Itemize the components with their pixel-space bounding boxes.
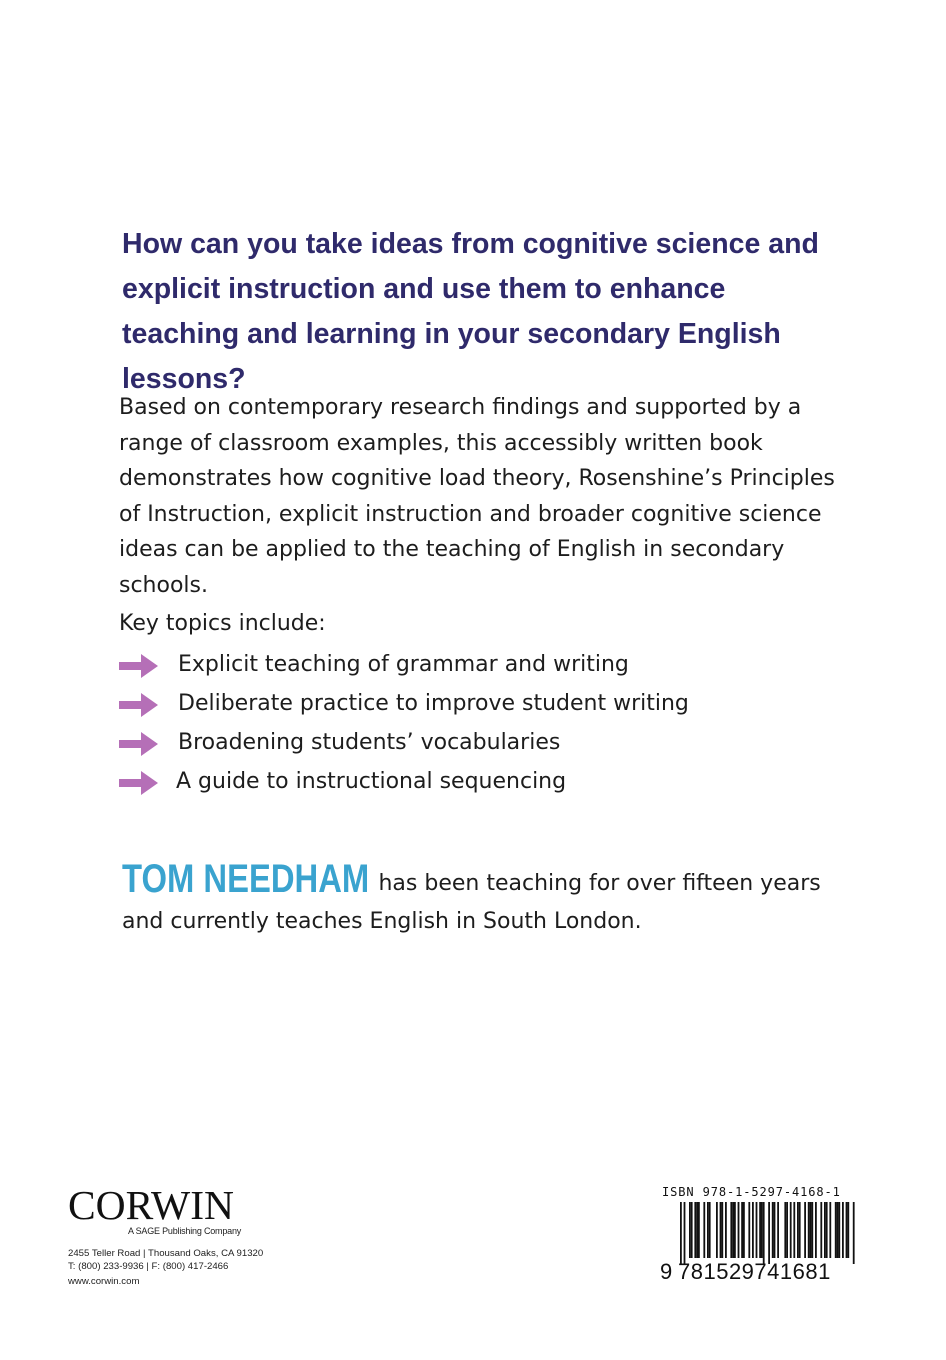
barcode-bar: [738, 1202, 740, 1258]
barcode-bar: [698, 1202, 700, 1258]
barcode-bar: [837, 1202, 839, 1258]
barcode-bar: [842, 1202, 844, 1258]
barcode-digits: [660, 1259, 856, 1285]
barcode-digit-rest: 781529741681: [678, 1259, 831, 1284]
barcode-bar: [829, 1202, 831, 1258]
barcode-icon: [660, 1202, 856, 1264]
barcode-bar: [680, 1202, 682, 1264]
barcode-bar: [846, 1202, 848, 1258]
barcode-bar: [793, 1202, 795, 1258]
isbn-label: ISBN 978-1-5297-4168-1: [662, 1185, 841, 1199]
barcode-bar: [804, 1202, 806, 1258]
barcode-bar: [847, 1202, 849, 1258]
publisher-tagline: A SAGE Publishing Company: [128, 1226, 242, 1236]
barcode-bar: [763, 1202, 765, 1264]
barcode-bar: [725, 1202, 727, 1258]
corwin-logo: [68, 1185, 234, 1225]
website: www.corwin.com: [68, 1276, 140, 1287]
list-item: [119, 723, 819, 762]
barcode-bar: [835, 1202, 837, 1258]
barcode-bar: [784, 1202, 786, 1258]
publisher-address: [68, 1248, 263, 1289]
barcode-bar: [774, 1202, 776, 1258]
key-topics-list: [119, 645, 819, 801]
topic-text: A guide to instructional sequencing: [176, 769, 567, 794]
barcode-bar: [734, 1202, 736, 1258]
list-item: [119, 645, 819, 684]
barcode-bar: [696, 1202, 698, 1258]
barcode-bar: [820, 1202, 822, 1258]
barcode-bar: [721, 1202, 723, 1258]
author-bio-text: has been teaching for over fifteen years and currently teaches English in South London.: [122, 871, 821, 934]
list-item: [119, 684, 819, 723]
barcode-bar: [709, 1202, 711, 1258]
headline-question: How can you take ideas from cognitive science and explicit instruction and use them to enhance teaching and learning in your secondary English lessons?: [122, 228, 819, 395]
barcode-bar: [786, 1202, 788, 1258]
barcode-bar: [716, 1202, 718, 1258]
barcode-bar: [808, 1202, 810, 1258]
barcode-bar: [824, 1202, 826, 1258]
barcode-bar: [810, 1202, 812, 1258]
barcode-bar: [811, 1202, 813, 1258]
barcode-bar: [748, 1202, 750, 1258]
barcode-bar: [720, 1202, 722, 1258]
logo-text: CORWIN: [68, 1185, 234, 1225]
barcode-bar: [790, 1202, 792, 1258]
barcode-bar: [759, 1202, 761, 1258]
author-name: TOM NEEDHAM: [122, 857, 370, 901]
barcode-bar: [799, 1202, 801, 1258]
key-topics-title: Key topics include:: [119, 611, 326, 636]
barcode-bar: [752, 1202, 754, 1258]
phone-line: T: (800) 233-9936 | F: (800) 417-2466: [68, 1260, 229, 1272]
list-item: [119, 762, 819, 801]
barcode-bar: [707, 1202, 709, 1258]
author-bio: [122, 857, 842, 941]
barcode-bar: [743, 1202, 745, 1258]
barcode-bar: [730, 1202, 732, 1258]
arrow-right-icon: [119, 653, 159, 679]
barcode-bar: [797, 1202, 799, 1258]
topic-text: Broadening students’ vocabularies: [178, 730, 561, 755]
barcode-bar: [756, 1202, 758, 1258]
arrow-right-icon: [119, 692, 159, 718]
barcode-bar: [761, 1202, 763, 1258]
barcode-bar: [694, 1202, 696, 1258]
barcode-bar: [826, 1202, 828, 1258]
book-description: Based on contemporary research findings and supported by a range of classroom examples, this accessibly written book demonstrates how cognitive load theory, Rosenshine’s Principles of Instruction, explicit instruction and broader cognitive science ideas can be applied to the teaching of English in secondary schools.: [119, 395, 835, 598]
barcode-bar: [689, 1202, 691, 1258]
barcode-bar: [853, 1202, 855, 1264]
arrow-right-icon: [119, 770, 159, 796]
barcode-bar: [741, 1202, 743, 1258]
barcode-bar: [732, 1202, 734, 1258]
topic-text: Deliberate practice to improve student writing: [178, 691, 689, 716]
barcode-bar: [684, 1202, 686, 1264]
arrow-right-icon: [119, 731, 159, 757]
barcode-bar: [838, 1202, 840, 1258]
barcode-bar: [691, 1202, 693, 1258]
barcode-bar: [772, 1202, 774, 1258]
barcode-bar: [815, 1202, 817, 1258]
topic-text: Explicit teaching of grammar and writing: [178, 652, 629, 677]
publisher-block: [68, 1185, 328, 1287]
barcode-bar: [777, 1202, 779, 1258]
address-line: 2455 Teller Road | Thousand Oaks, CA 91320: [68, 1248, 264, 1259]
barcode-bar: [703, 1202, 705, 1258]
barcode-bar: [768, 1202, 770, 1264]
barcode-digit-first: 9: [660, 1259, 673, 1284]
